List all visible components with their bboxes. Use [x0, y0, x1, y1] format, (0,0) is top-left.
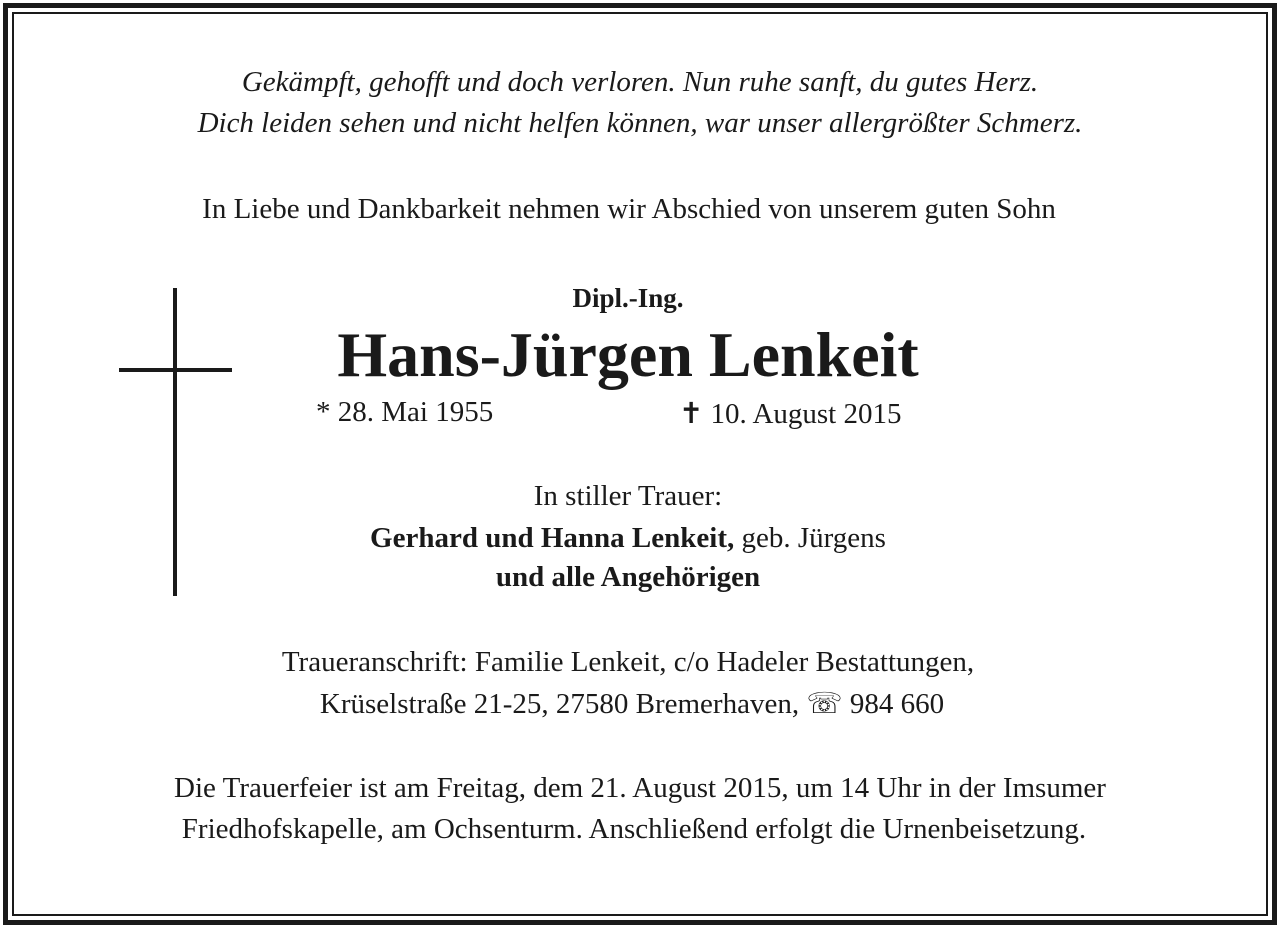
mourners-heading: In stiller Trauer:: [533, 480, 723, 512]
intro-text: In Liebe und Dankbarkeit nehmen wir Abschied von unserem guten Sohn: [202, 193, 1056, 225]
address-line-2: [0, 686, 1272, 721]
address-line-1: Traueranschrift: Familie Lenkeit, c/o Hadeler Bestattungen,: [281, 646, 975, 678]
address-street: Krüselstraße 21-25, 27580 Bremerhaven,: [319, 688, 807, 720]
ceremony-line-1: Die Trauerfeier ist am Freitag, dem 21. August 2015, um 14 Uhr in der Imsumer: [174, 772, 1106, 804]
motto-line-1: Gekämpft, gehofft und doch verloren. Nun ruhe sanft, du gutes Herz.: [241, 66, 1039, 98]
phone-number: 984 660: [842, 688, 945, 720]
mourners-others: und alle Angehörigen: [495, 561, 761, 593]
mourners-names-regular: geb. Jürgens: [734, 522, 886, 554]
academic-title: Dipl.-Ing.: [572, 283, 684, 313]
deceased-name: Hans-Jürgen Lenkeit: [337, 319, 919, 390]
motto-line-2: Dich leiden sehen und nicht helfen können, war unser allergrößter Schmerz.: [197, 107, 1083, 139]
death-date: ✝ 10. August 2015: [679, 398, 902, 430]
phone-icon: ☏: [806, 688, 843, 720]
ceremony-line-2: Friedhofskapelle, am Ochsenturm. Anschließend erfolgt die Urnenbeisetzung.: [181, 813, 1087, 845]
birth-date: * 28. Mai 1955: [316, 396, 494, 428]
mourners-names: [0, 522, 1268, 555]
mourners-names-bold: Gerhard und Hanna Lenkeit,: [370, 522, 735, 554]
